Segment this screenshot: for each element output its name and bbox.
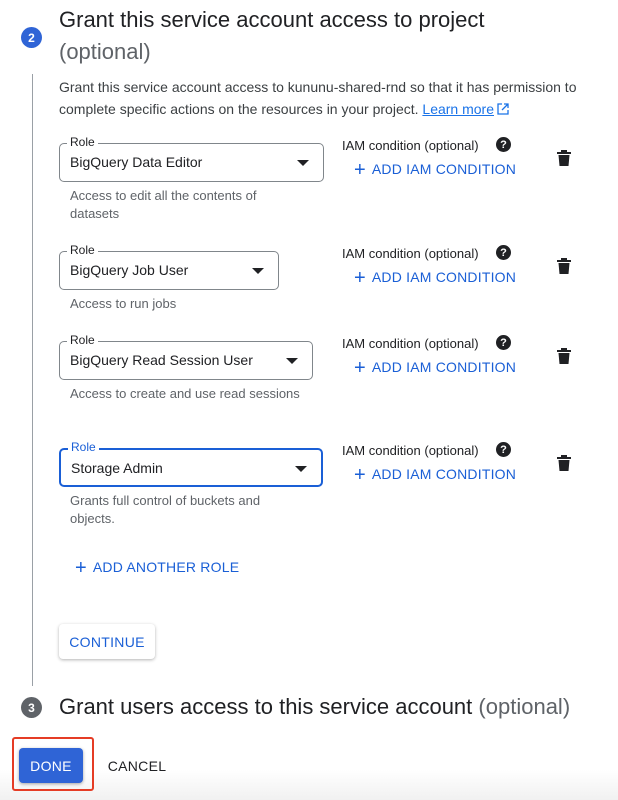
step-title-text: Grant this service account access to project bbox=[59, 7, 485, 32]
iam-condition-label: IAM condition (optional) bbox=[342, 246, 479, 261]
step-3-title[interactable]: Grant users access to this service account (optional) bbox=[59, 694, 571, 719]
add-another-role-button[interactable]: + ADD ANOTHER ROLE bbox=[75, 557, 240, 579]
role-select[interactable] bbox=[59, 135, 324, 182]
delete-icon[interactable] bbox=[557, 455, 571, 471]
role-label: Role bbox=[67, 243, 98, 257]
iam-condition-label: IAM condition (optional) bbox=[342, 336, 479, 351]
dropdown-arrow-icon bbox=[286, 358, 298, 364]
role-value: BigQuery Read Session User bbox=[70, 352, 253, 368]
role-select[interactable] bbox=[59, 243, 279, 290]
external-link-icon bbox=[497, 103, 509, 115]
description-text: Grant this service account access to kununu-shared-rnd so that it has permission to complete specific actions on the resources in your project. bbox=[59, 79, 577, 117]
delete-icon[interactable] bbox=[557, 258, 571, 274]
role-select[interactable] bbox=[59, 440, 323, 487]
dropdown-arrow-icon bbox=[252, 268, 264, 274]
role-label: Role bbox=[67, 135, 98, 149]
role-value: BigQuery Data Editor bbox=[70, 154, 203, 170]
help-icon[interactable]: ? bbox=[496, 245, 511, 260]
plus-icon: + bbox=[354, 464, 366, 486]
plus-icon: + bbox=[354, 267, 366, 289]
step-divider bbox=[32, 74, 33, 686]
dropdown-arrow-icon bbox=[297, 160, 309, 166]
step-2-badge: 2 bbox=[21, 27, 42, 48]
help-icon[interactable]: ? bbox=[496, 137, 511, 152]
step-3-badge: 3 bbox=[21, 697, 42, 718]
add-iam-condition-button[interactable]: + ADD IAM CONDITION bbox=[354, 357, 517, 379]
delete-icon[interactable] bbox=[557, 150, 571, 166]
role-description: Access to run jobs bbox=[70, 296, 177, 311]
add-iam-condition-button[interactable]: + ADD IAM CONDITION bbox=[354, 464, 517, 486]
step-description bbox=[59, 76, 599, 120]
role-value: BigQuery Job User bbox=[70, 262, 189, 278]
add-iam-condition-button[interactable]: + ADD IAM CONDITION bbox=[354, 267, 517, 289]
role-description: Grants full control of buckets and objects. bbox=[70, 493, 261, 526]
iam-condition-label: IAM condition (optional) bbox=[342, 138, 479, 153]
role-label: Role bbox=[68, 440, 99, 454]
step-2-title bbox=[59, 4, 579, 68]
cancel-button[interactable]: CANCEL bbox=[107, 757, 167, 774]
continue-button[interactable]: CONTINUE bbox=[59, 624, 155, 659]
optional-label: (optional) bbox=[59, 39, 151, 64]
plus-icon: + bbox=[354, 357, 366, 379]
role-label: Role bbox=[67, 333, 98, 347]
iam-condition-label: IAM condition (optional) bbox=[342, 443, 479, 458]
done-button[interactable]: DONE bbox=[19, 748, 83, 783]
help-icon[interactable]: ? bbox=[496, 442, 511, 457]
add-iam-condition-button[interactable]: + ADD IAM CONDITION bbox=[354, 159, 517, 181]
help-icon[interactable]: ? bbox=[496, 335, 511, 350]
plus-icon: + bbox=[75, 557, 87, 579]
delete-icon[interactable] bbox=[557, 348, 571, 364]
optional-label: (optional) bbox=[478, 694, 571, 719]
role-value: Storage Admin bbox=[71, 460, 163, 476]
learn-more-link[interactable]: Learn more bbox=[422, 101, 494, 117]
role-description: Access to create and use read sessions bbox=[70, 386, 300, 401]
plus-icon: + bbox=[354, 159, 366, 181]
role-select[interactable] bbox=[59, 333, 313, 380]
role-description: Access to edit all the contents of datasets bbox=[70, 188, 257, 221]
dropdown-arrow-icon bbox=[295, 466, 307, 472]
